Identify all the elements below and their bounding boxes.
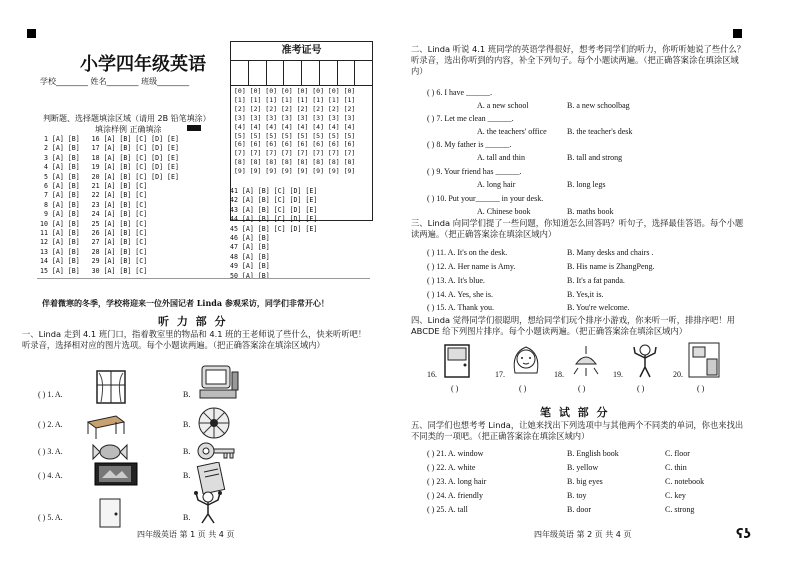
exam-number-bubble-row[interactable]: [4] [4] [4] [4] [4] [4] [4] [4] xyxy=(234,122,356,131)
q7-stem: ( ) 7. Let me clean ______. xyxy=(427,114,514,123)
q25-option-c[interactable]: C. strong xyxy=(665,505,695,514)
q5-number: ( ) 5. A. xyxy=(38,513,63,522)
exam-number-bubble-row[interactable]: [8] [8] [8] [8] [8] [8] [8] [8] xyxy=(234,158,356,167)
q4-instruction: 四、Linda 觉得同学们很聪明，想给同学们玩个排序小游戏，你来听一听，排排序吧！用 ABCDE 给下列图片排序。每个小题读两遍。（把正确答案涂在填涂区域内） xyxy=(411,315,735,336)
q18-number: 18. xyxy=(554,370,564,379)
q4-number: ( ) 4. A. xyxy=(38,471,63,480)
q14-option-a[interactable]: ( ) 14. A. Yes, she is. xyxy=(427,290,494,299)
q13-option-b[interactable]: B. It's a fat panda. xyxy=(567,276,625,285)
q2-instruction: 二、Linda 听说 4.1 班同学的英语学得很好，想考考同学们的听力，你听听她说了些什么？听录音，选出你听到的内容，补全下列句子。每个小题读两遍。（把正确答案涂在填涂区域内） xyxy=(411,44,746,76)
intro-text: 伴着微寒的冬季，学校将迎来一位外国记者 Linda 参观采访，同学们非常开心！ xyxy=(42,298,329,308)
q25-option-a[interactable]: ( ) 25. A. tall xyxy=(427,505,468,514)
q3-option-b-label: B. xyxy=(183,447,191,456)
q16-number: 16. xyxy=(427,370,437,379)
q20-answer-paren[interactable]: ( ) xyxy=(697,384,705,393)
q19-answer-paren[interactable]: ( ) xyxy=(637,384,645,393)
q6-stem: ( ) 6. I have ______. xyxy=(427,88,493,97)
answer-bubble-row[interactable]: 47 [A] [B] xyxy=(230,243,270,252)
exam-number-blanks[interactable] xyxy=(231,61,372,86)
door-picture xyxy=(96,498,124,528)
answer-bubble-row[interactable]: 10 [A] [B] 25 [A] [B] [C] xyxy=(40,219,148,228)
q25-option-b[interactable]: B. door xyxy=(567,505,591,514)
candy-picture xyxy=(92,440,128,464)
desk-picture xyxy=(86,412,126,440)
q24-option-a[interactable]: ( ) 24. A. friendly xyxy=(427,491,483,500)
answer-bubble-row[interactable]: 41 [A] [B] [C] [D] [E] xyxy=(230,187,318,195)
answer-bubble-row[interactable]: 12 [A] [B] 27 [A] [B] [C] xyxy=(40,238,148,247)
q10-stem: ( ) 10. Put your______ in your desk. xyxy=(427,194,544,203)
q5-option-b-label: B. xyxy=(183,513,191,522)
q17-number: 17. xyxy=(495,370,505,379)
fill-sample-label: 填涂样例 正确填涂 xyxy=(95,125,162,134)
tv-picture xyxy=(94,462,138,488)
answer-bubbles-41-50[interactable] xyxy=(230,187,317,281)
answer-bubble-row[interactable]: 6 [A] [B] 21 [A] [B] [C] xyxy=(40,182,148,191)
q24-option-c[interactable]: C. key xyxy=(665,491,686,500)
answer-bubble-row[interactable]: 1 [A] [B] 16 [A] [B] [C] [D] [E] xyxy=(40,135,179,143)
q4-option-b-label: B. xyxy=(183,471,191,480)
q10-option-b[interactable]: B. maths book xyxy=(567,207,614,216)
exam-number-bubbles[interactable] xyxy=(231,86,372,177)
answer-bubble-row[interactable]: 3 [A] [B] 18 [A] [B] [C] [D] [E] xyxy=(40,153,179,162)
q5-instruction: 五、同学们也想考考 Linda，让她来找出下列选项中与其他两个不同类的单词，你也来找出不同类的一项吧。（把正确答案涂在填涂区域内） xyxy=(411,420,744,441)
door-picture xyxy=(442,343,472,379)
answer-bubble-row[interactable]: 45 [A] [B] [C] [D] [E] xyxy=(230,224,318,233)
q19-number: 19. xyxy=(613,370,623,379)
q22-option-a[interactable]: ( ) 22. A. white xyxy=(427,463,476,472)
exam-number-bubble-row[interactable]: [5] [5] [5] [5] [5] [5] [5] [5] xyxy=(234,131,356,140)
q11-option-b[interactable]: B. Many desks and chairs . xyxy=(567,248,654,257)
exam-number-label: 准考证号 xyxy=(231,42,372,61)
answer-bubble-row[interactable]: 42 [A] [B] [C] [D] [E] xyxy=(230,196,318,205)
answer-bubble-row[interactable]: 50 [A] [B] xyxy=(230,271,270,280)
q15-option-a[interactable]: ( ) 15. A. Thank you. xyxy=(427,303,494,312)
q21-option-a[interactable]: ( ) 21. A. window xyxy=(427,449,484,458)
q7-option-b[interactable]: B. the teacher's desk xyxy=(567,127,633,136)
exam-number-bubble-row[interactable]: [1] [1] [1] [1] [1] [1] [1] [1] xyxy=(234,95,356,104)
page-2-footer: 四年级英语 第 2 页 共 4 页 xyxy=(534,530,632,539)
divider xyxy=(37,278,370,279)
corner-mark: ʕʖ xyxy=(736,527,751,542)
fill-instruction: 判断题、选择题填涂区域（请用 2B 铅笔填涂） xyxy=(43,114,211,123)
q3-number: ( ) 3. A. xyxy=(38,447,63,456)
q1-option-b-label: B. xyxy=(183,390,191,399)
q12-option-a[interactable]: ( ) 12. A. Her name is Amy. xyxy=(427,262,516,271)
answer-bubbles-1-30[interactable] xyxy=(40,135,179,276)
student-info-line: 学校________ 姓名________ 班级________ xyxy=(40,77,190,86)
window-picture xyxy=(95,369,127,405)
answer-bubble-row[interactable]: 14 [A] [B] 29 [A] [B] [C] xyxy=(40,257,148,266)
q8-option-b[interactable]: B. tall and strong xyxy=(567,153,623,162)
q2-number: ( ) 2. A. xyxy=(38,420,63,429)
q12-option-b[interactable]: B. His name is ZhangPeng. xyxy=(567,262,655,271)
girl-long-hair-picture xyxy=(509,343,543,379)
light-picture xyxy=(572,346,600,378)
q18-answer-paren[interactable]: ( ) xyxy=(578,384,586,393)
exam-number-bubble-row[interactable]: [3] [3] [3] [3] [3] [3] [3] [3] xyxy=(234,113,356,122)
exam-number-bubble-row[interactable]: [9] [9] [9] [9] [9] [9] [9] [9] xyxy=(234,167,356,176)
q14-option-b[interactable]: B. Yes,it is. xyxy=(567,290,604,299)
q20-number: 20. xyxy=(673,370,683,379)
q21-option-c[interactable]: C. floor xyxy=(665,449,690,458)
answer-bubble-row[interactable]: 46 [A] [B] xyxy=(230,234,270,243)
exam-number-bubble-row[interactable]: [7] [7] [7] [7] [7] [7] [7] [7] xyxy=(234,149,356,158)
written-section-title: 笔 试 部 分 xyxy=(540,406,610,419)
q3-instruction: 三、Linda 向同学们提了一些问题，你知道怎么回答吗？听句子，选择最佳答语。每个小题读两遍。（把正确答案涂在填涂区域内） xyxy=(411,218,744,239)
q17-answer-paren[interactable]: ( ) xyxy=(519,384,527,393)
q6-option-b[interactable]: B. a new schoolbag xyxy=(567,101,630,110)
exam-number-bubble-row[interactable]: [2] [2] [2] [2] [2] [2] [2] [2] xyxy=(234,104,356,113)
page-1-footer: 四年级英语 第 1 页 共 4 页 xyxy=(137,530,235,539)
exam-number-bubble-row[interactable]: [0] [0] [0] [0] [0] [0] [0] [0] xyxy=(234,87,356,95)
q8-option-a[interactable]: A. tall and thin xyxy=(477,153,525,162)
q6-option-a[interactable]: A. a new school xyxy=(477,101,529,110)
answer-bubble-row[interactable]: 13 [A] [B] 28 [A] [B] [C] xyxy=(40,247,148,256)
answer-bubble-row[interactable]: 5 [A] [B] 20 [A] [B] [C] [D] [E] xyxy=(40,172,179,181)
q13-option-a[interactable]: ( ) 13. A. It's blue. xyxy=(427,276,485,285)
q23-option-a[interactable]: ( ) 23. A. long hair xyxy=(427,477,487,486)
q7-option-a[interactable]: A. the teachers' office xyxy=(477,127,547,136)
key-picture xyxy=(196,440,236,462)
q21-option-b[interactable]: B. English book xyxy=(567,449,619,458)
q1-number: ( ) 1. A. xyxy=(38,390,63,399)
q22-option-c[interactable]: C. thin xyxy=(665,463,687,472)
q9-option-b[interactable]: B. long legs xyxy=(567,180,606,189)
strong-boy-picture xyxy=(190,490,226,524)
q1-instruction: 一、Linda 走到 4.1 班门口，指着教室里的物品和 4.1 班的王老师说了些什么，快来听听吧！听录音，选择相对应的图片选项。每个小题读两遍。（把正确答案涂在填涂区域内） xyxy=(22,329,367,350)
exam-title: 小学四年级英语 xyxy=(80,54,206,75)
answer-bubble-row[interactable]: 9 [A] [B] 24 [A] [B] [C] xyxy=(40,210,148,219)
q9-option-a[interactable]: A. long hair xyxy=(477,180,516,189)
answer-bubble-row[interactable]: 11 [A] [B] 26 [A] [B] [C] xyxy=(40,229,148,238)
exam-number-bubble-row[interactable]: [6] [6] [6] [6] [6] [6] [6] [6] xyxy=(234,140,356,149)
q10-option-a[interactable]: A. Chinese book xyxy=(477,207,531,216)
q23-option-b[interactable]: B. big eyes xyxy=(567,477,603,486)
q23-option-c[interactable]: C. notebook xyxy=(665,477,705,486)
boy-strong-picture xyxy=(630,343,660,379)
answer-bubble-row[interactable]: 49 [A] [B] xyxy=(230,262,270,271)
answer-bubble-row[interactable]: 7 [A] [B] 22 [A] [B] [C] xyxy=(40,191,148,200)
answer-bubble-row[interactable]: 15 [A] [B] 30 [A] [B] [C] xyxy=(40,266,148,275)
q16-answer-paren[interactable]: ( ) xyxy=(451,384,459,393)
page-2 xyxy=(397,0,794,561)
q2-option-b-label: B. xyxy=(183,420,191,429)
answer-bubble-row[interactable]: 4 [A] [B] 19 [A] [B] [C] [D] [E] xyxy=(40,163,179,172)
q9-stem: ( ) 9. Your friend has ______. xyxy=(427,167,522,176)
answer-bubble-row[interactable]: 48 [A] [B] xyxy=(230,252,270,261)
listening-section-title: 听 力 部 分 xyxy=(158,315,228,328)
filled-bubble-sample xyxy=(187,125,201,131)
classroom-picture xyxy=(687,341,721,379)
q11-option-a[interactable]: ( ) 11. A. It's on the desk. xyxy=(427,248,508,257)
q8-stem: ( ) 8. My father is ______. xyxy=(427,140,512,149)
answer-bubble-row[interactable]: 43 [A] [B] [C] [D] [E] xyxy=(230,205,318,214)
q22-option-b[interactable]: B. yellow xyxy=(567,463,599,472)
answer-bubble-row[interactable]: 44 [A] [B] [C] [D] [E] xyxy=(230,215,318,224)
answer-bubble-row[interactable]: 2 [A] [B] 17 [A] [B] [C] [D] [E] xyxy=(40,144,179,153)
fan-picture xyxy=(196,405,232,441)
answer-bubble-row[interactable]: 8 [A] [B] 23 [A] [B] [C] xyxy=(40,200,148,209)
q15-option-b[interactable]: B. You're welcome. xyxy=(567,303,630,312)
q24-option-b[interactable]: B. toy xyxy=(567,491,587,500)
computer-picture xyxy=(196,364,240,402)
